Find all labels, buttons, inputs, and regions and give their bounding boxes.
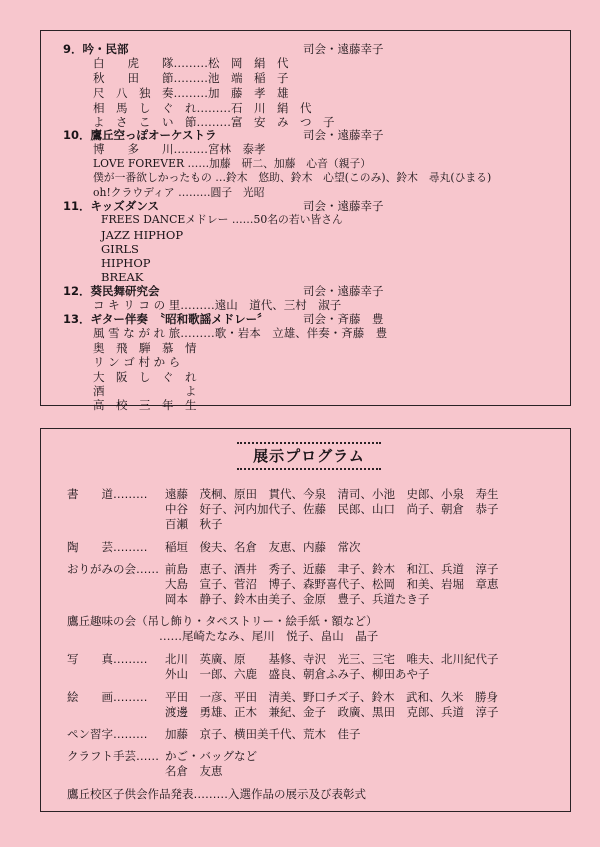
section-title: 12．葵民舞研究会 [63, 284, 160, 298]
category-names: ……尾崎たなみ、尾川 悦子、畠山 晶子 [159, 629, 379, 643]
section-title: 9．吟・民部 [63, 42, 129, 56]
category-label: 絵 画……… [67, 690, 148, 704]
section-host: 司会・遠藤幸子 [303, 199, 384, 213]
exhibition-title: 展示プログラム [237, 445, 381, 467]
section-host: 司会・遠藤幸子 [303, 284, 384, 298]
program-item: 相 馬 し ぐ れ………石 川 絹 代 [93, 101, 312, 115]
program-item: 博 多 川………宮林 泰孝 [93, 142, 266, 156]
program-item: 大 阪 し ぐ れ [93, 370, 197, 384]
category-names: 前島 恵子、酒井 秀子、近藤 聿子、鈴木 和江、兵道 淳子 [165, 562, 499, 576]
category-names: 岡本 静子、鈴木由美子、金原 豊子、兵道たき子 [165, 592, 430, 606]
program-item: 白 虎 隊………松 岡 絹 代 [93, 56, 289, 70]
category-label: 鷹丘校区子供会作品発表………入選作品の展示及び表彰式 [67, 787, 366, 801]
program-item: LOVE FOREVER ……加藤 研二、加藤 心音（親子） [93, 157, 372, 170]
section-host: 司会・遠藤幸子 [303, 42, 384, 56]
category-label: 鷹丘趣味の会（吊し飾り・タペストリー・絵手紙・額など） [67, 614, 378, 628]
program-item: 風 雪 な が れ 旅………歌・岩本 立雄、伴奏・斉藤 豊 [93, 326, 388, 340]
program-item: 酒 よ [93, 384, 197, 398]
program-item: BREAK [101, 270, 144, 284]
program-item: HIPHOP [101, 256, 151, 270]
program-item: 高 校 三 年 生 [93, 398, 197, 412]
program-item: JAZZ HIPHOP [101, 228, 184, 242]
section-host: 司会・遠藤幸子 [303, 128, 384, 142]
section-title: 13．ギター伴奏 〝昭和歌謡メドレー〞 [63, 312, 269, 326]
category-names: 加藤 京子、横田美千代、荒木 佳子 [165, 727, 361, 741]
program-item: コ キ リ コ の 里………遠山 道代、三村 淑子 [93, 298, 342, 312]
category-names: 渡邊 勇雄、正木 兼紀、金子 政廣、黒田 克郎、兵道 淳子 [165, 705, 499, 719]
category-label: 陶 芸……… [67, 540, 148, 554]
category-names: 百瀬 秋子 [165, 517, 223, 531]
section-host: 司会・斉藤 豊 [303, 312, 384, 326]
program-item: 僕が一番欲しかったもの …鈴木 悠助、鈴木 心望(このみ)、鈴木 尋丸(ひまる) [93, 171, 492, 184]
category-names: 外山 一郎、六鹿 盛良、朝倉ふみ子、柳田あや子 [165, 667, 430, 681]
category-names: 北川 英廣、原 基修、寺沢 光三、三宅 唯夫、北川紀代子 [165, 652, 499, 666]
category-names: 大島 宣子、菅沼 博子、森野喜代子、松岡 和美、岩堀 章恵 [165, 577, 499, 591]
category-label: ペン習字……… [67, 727, 148, 741]
program-item: GIRLS [101, 242, 139, 256]
category-names: 名倉 友恵 [165, 764, 223, 778]
category-names: 遠藤 茂桐、原田 貫代、今泉 清司、小池 史郎、小泉 寿生 [165, 487, 499, 501]
category-label: 写 真……… [67, 652, 148, 666]
program-item: リ ン ゴ 村 か ら [93, 355, 181, 369]
program-item: 奥 飛 騨 慕 情 [93, 341, 197, 355]
section-title: 10．鷹丘空っぽオーケストラ [63, 128, 217, 142]
category-names: かご・バッグなど [165, 749, 257, 763]
category-label: おりがみの会…… [67, 562, 159, 576]
category-label: 書 道……… [67, 487, 148, 501]
performance-program-box [40, 30, 571, 412]
category-names: 平田 一彦、平田 清美、野口チズ子、鈴木 武和、久米 勝身 [165, 690, 499, 704]
program-item: oh!クラウディア ………圓子 光昭 [93, 186, 265, 199]
program-item: 秋 田 節………池 端 稲 子 [93, 71, 289, 85]
category-label: クラフト手芸…… [67, 749, 159, 763]
category-names: 中谷 好子、河内加代子、佐藤 民郎、山口 尚子、朝倉 恭子 [165, 502, 499, 516]
section-title: 11．キッズダンス [63, 199, 160, 213]
exhibition-program-box [40, 428, 571, 812]
program-item: FREES DANCEメドレー ……50名の若い皆さん [101, 213, 343, 226]
category-names: 稲垣 俊夫、名倉 友恵、内藤 常次 [165, 540, 361, 554]
program-item: よ さ こ い 節………富 安 み つ 子 [93, 115, 335, 129]
program-item: 尺 八 独 奏………加 藤 孝 雄 [93, 86, 289, 100]
